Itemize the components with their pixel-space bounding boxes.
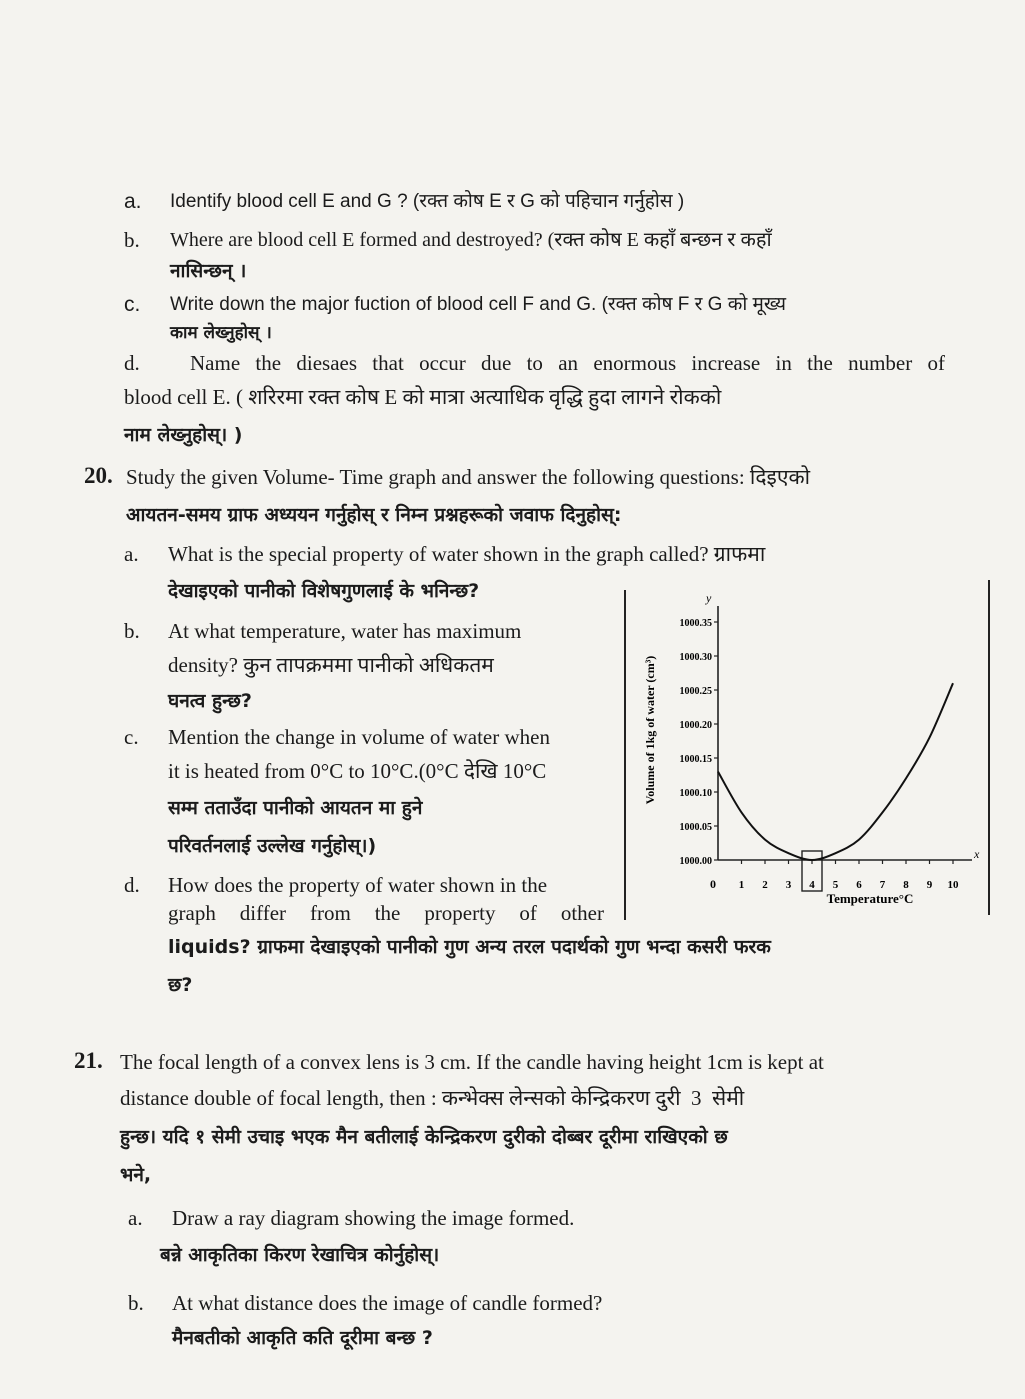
x-axis-name: x [974,847,980,861]
x-tick-label: 5 [832,879,839,891]
q19d-label: d. [124,351,140,375]
q20-number: 20. [84,463,113,488]
q20c-line2: it is heated from 0°C to 10°C.(0°C देखि 10°C [168,759,547,783]
origin-label: 0 [710,877,716,891]
q19b-line2: नासिन्छन् । [170,260,247,282]
volume-curve [718,683,953,860]
q21b-line1: At what distance does the image of candle formed? [172,1291,603,1315]
x-tick-label: 7 [879,879,886,891]
q20b-line3: घनत्व हुन्छ? [168,690,252,712]
q20-line2: आयतन-समय ग्राफ अध्ययन गर्नुहोस् र निम्न प्रश्नहरूको जवाफ दिनुहोस्: [126,504,622,526]
q21b-label: b. [128,1291,144,1315]
q21-line2: distance double of focal length, then : कन्भेक्स लेन्सको केन्द्रिकरण दुरी 3 सेमी [120,1086,745,1110]
q20-line1: Study the given Volume- Time graph and answer the following questions: दिइएको [126,465,811,489]
x-axis-title: Temperature°C [826,891,914,906]
q21a-label: a. [128,1206,143,1230]
q21b-line2: मैनबतीको आकृति कति दूरीमा बन्छ ? [172,1327,433,1349]
q20d-label: d. [124,873,140,897]
q20a-line1: What is the special property of water shown in the graph called? ग्राफमा [168,542,766,566]
x-tick-label: 3 [785,879,792,891]
y-tick-label: 1000.25 [679,686,712,697]
q19b-label: b. [124,228,140,252]
y-axis-title: Volume of 1kg of water (cm³) [643,655,657,805]
q21-line1: The focal length of a convex lens is 3 cm. If the candle having height 1cm is kept at [120,1050,824,1074]
y-tick-label: 1000.20 [679,720,712,731]
q19d-line1: Name the diesaes that occur due to an enormous increase in the number of [190,351,945,375]
y-axis-name: y [706,591,712,605]
q19d-line2: blood cell E. ( शरिरमा रक्त कोष E को मात्रा अत्याधिक वृद्धि हुदा लागने रोकको [124,385,722,409]
x-tick-label: 9 [926,879,933,891]
q20b-line2: density? कुन तापक्रममा पानीको अधिकतम [168,653,494,677]
y-tick-label: 1000.10 [679,788,712,799]
q19c-label: c. [124,293,141,316]
q20a-label: a. [124,542,139,566]
q19c-line2: काम लेख्नुहोस् । [170,323,272,343]
q19a-text: Identify blood cell E and G ? (रक्त कोष E र G को पहिचान गर्नुहोस ) [170,191,685,212]
q20c-label: c. [124,725,139,749]
q20d-line4: छ? [168,974,193,996]
q21-line4: भने, [120,1164,152,1186]
q19d-line3: नाम लेख्नुहोस्। ) [124,424,243,446]
q20b-line1: At what temperature, water has maximum [168,619,522,643]
x-tick-label: 2 [762,879,768,891]
q20d-line2: graph differ from the property of other [168,901,604,925]
y-tick-label: 1000.35 [679,618,712,629]
x-tick-label: 1 [738,879,745,891]
q20c-line3: सम्म तताउँदा पानीको आयतन मा हुने [168,797,423,819]
volume-temperature-graph [620,588,990,918]
q20b-label: b. [124,619,140,643]
x-tick-label: 6 [856,879,862,891]
q20c-line4: परिवर्तनलाई उल्लेख गर्नुहोस्।) [168,835,377,857]
x-tick-label: 10 [947,879,959,891]
q19b-line1: Where are blood cell E formed and destroyed? (रक्त कोष E कहाँ बन्छन र कहाँ [170,229,772,251]
y-tick-label: 1000.15 [679,754,712,765]
q21a-line2: बन्ने आकृतिका किरण रेखाचित्र कोर्नुहोस्। [160,1244,440,1266]
q19c-line1: Write down the major fuction of blood cell F and G. (रक्त कोष F र G को मूख्य [170,294,787,315]
q21-line3: हुन्छ। यदि १ सेमी उचाइ भएक मैन बतीलाई केन्द्रिकरण दुरीको दोब्बर दूरीमा राखिएको छ [120,1126,728,1148]
y-tick-label: 1000.00 [679,856,712,867]
q20d-line1: How does the property of water shown in the [168,873,548,897]
q21a-line1: Draw a ray diagram showing the image formed. [172,1206,575,1230]
y-tick-label: 1000.05 [679,822,712,833]
y-tick-label: 1000.30 [679,652,712,663]
q20d-line3: liquids? ग्राफमा देखाइएको पानीको गुण अन्य तरल पदार्थको गुण भन्दा कसरी फरक [168,936,771,958]
q20a-line2: देखाइएको पानीको विशेषगुणलाई के भनिन्छ? [168,580,480,602]
x-tick-label: 8 [903,879,909,891]
q20c-line1: Mention the change in volume of water when [168,725,550,749]
q21-number: 21. [74,1048,103,1073]
x-tick-label: 4 [809,879,815,891]
q19a-label: a. [124,190,142,213]
